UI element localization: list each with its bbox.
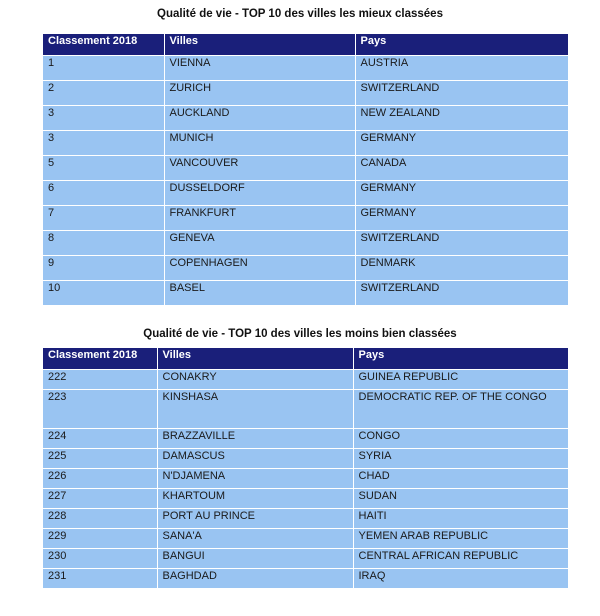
cell-country-text: AUSTRIA xyxy=(360,57,409,69)
table-row xyxy=(43,256,568,281)
cell-city xyxy=(164,156,355,181)
cell-rank-text: 231 xyxy=(48,570,67,582)
cell-country xyxy=(355,106,568,131)
header-rank: Classement 2018 xyxy=(43,34,164,56)
cell-city-text: KHARTOUM xyxy=(162,490,226,502)
cell-rank xyxy=(43,390,157,429)
cell-country xyxy=(353,549,568,569)
cell-city-text: AUCKLAND xyxy=(169,107,230,119)
cell-city-text: DUSSELDORF xyxy=(169,182,245,194)
header-rank: Classement 2018 xyxy=(43,348,157,370)
cell-rank-text: 222 xyxy=(48,371,67,383)
cell-city-text: ZURICH xyxy=(169,82,212,94)
cell-country-text: NEW ZEALAND xyxy=(360,107,440,119)
cell-country-text: CONGO xyxy=(358,430,401,442)
cell-rank-text: 230 xyxy=(48,550,67,562)
cell-country xyxy=(353,489,568,509)
cell-country xyxy=(355,206,568,231)
cell-rank xyxy=(43,449,157,469)
table-row xyxy=(43,509,568,529)
cell-country xyxy=(355,256,568,281)
cell-city xyxy=(164,81,355,106)
header-city: Villes xyxy=(157,348,353,370)
table-row xyxy=(43,370,568,390)
cell-country xyxy=(353,429,568,449)
cell-city xyxy=(157,469,353,489)
best-cities-table xyxy=(43,34,568,305)
table-header-row xyxy=(43,34,568,56)
cell-country-text: SWITZERLAND xyxy=(360,282,440,294)
cell-country xyxy=(353,529,568,549)
cell-rank-text: 10 xyxy=(48,282,61,294)
cell-rank xyxy=(43,370,157,390)
cell-city-text: FRANKFURT xyxy=(169,207,236,219)
cell-city xyxy=(157,489,353,509)
cell-rank-text: 223 xyxy=(48,391,67,403)
cell-rank xyxy=(43,206,164,231)
cell-country xyxy=(353,509,568,529)
cell-rank-text: 1 xyxy=(48,57,55,69)
cell-city-text: PORT AU PRINCE xyxy=(162,510,256,522)
table-header-row xyxy=(43,348,568,370)
cell-rank xyxy=(43,231,164,256)
cell-city xyxy=(157,429,353,449)
cell-country-text: GERMANY xyxy=(360,182,417,194)
cell-city xyxy=(164,56,355,81)
cell-country-text: SWITZERLAND xyxy=(360,232,440,244)
cell-rank xyxy=(43,469,157,489)
header-country: Pays xyxy=(353,348,568,370)
cell-rank-text: 227 xyxy=(48,490,67,502)
cell-rank xyxy=(43,549,157,569)
cell-country xyxy=(355,231,568,256)
cell-city xyxy=(164,181,355,206)
cell-city-text: KINSHASA xyxy=(162,391,219,403)
cell-rank xyxy=(43,509,157,529)
cell-rank-text: 6 xyxy=(48,182,55,194)
cell-rank-text: 5 xyxy=(48,157,55,169)
table-row xyxy=(43,569,568,589)
cell-city xyxy=(157,549,353,569)
cell-country-text: YEMEN ARAB REPUBLIC xyxy=(358,530,489,542)
cell-rank-text: 3 xyxy=(48,107,55,119)
cell-city-text: BRAZZAVILLE xyxy=(162,430,236,442)
cell-city xyxy=(164,256,355,281)
cell-rank xyxy=(43,56,164,81)
cell-country-text: GUINEA REPUBLIC xyxy=(358,371,459,383)
header-city: Villes xyxy=(164,34,355,56)
cell-city xyxy=(164,131,355,156)
cell-city-text: N'DJAMENA xyxy=(162,470,226,482)
cell-country-text: CENTRAL AFRICAN REPUBLIC xyxy=(358,550,519,562)
cell-rank-text: 2 xyxy=(48,82,55,94)
cell-city-text: BAGHDAD xyxy=(162,570,217,582)
cell-city xyxy=(157,449,353,469)
cell-country xyxy=(355,56,568,81)
cell-city-text: VIENNA xyxy=(169,57,211,69)
cell-city xyxy=(164,281,355,306)
cell-city-text: BANGUI xyxy=(162,550,205,562)
table-row xyxy=(43,449,568,469)
cell-country xyxy=(353,370,568,390)
cell-country-text: HAITI xyxy=(358,510,387,522)
worst-cities-table xyxy=(43,348,568,588)
cell-rank xyxy=(43,489,157,509)
cell-country xyxy=(353,449,568,469)
table-row xyxy=(43,529,568,549)
cell-rank xyxy=(43,156,164,181)
table-row xyxy=(43,56,568,81)
cell-country xyxy=(355,181,568,206)
table-row xyxy=(43,81,568,106)
cell-rank xyxy=(43,181,164,206)
table-row xyxy=(43,231,568,256)
cell-country xyxy=(353,469,568,489)
cell-country xyxy=(353,569,568,589)
cell-country xyxy=(355,156,568,181)
cell-rank-text: 229 xyxy=(48,530,67,542)
cell-country-text: SUDAN xyxy=(358,490,398,502)
cell-city xyxy=(157,569,353,589)
cell-rank xyxy=(43,281,164,306)
cell-city xyxy=(157,390,353,429)
table2-title: Qualité de vie - TOP 10 des villes les moins bien classées xyxy=(143,328,457,340)
cell-city xyxy=(164,106,355,131)
cell-rank-text: 8 xyxy=(48,232,55,244)
cell-rank xyxy=(43,256,164,281)
cell-city xyxy=(157,529,353,549)
cell-country-text: SWITZERLAND xyxy=(360,82,440,94)
cell-country-text: IRAQ xyxy=(358,570,386,582)
cell-city-text: SANA'A xyxy=(162,530,202,542)
cell-rank xyxy=(43,429,157,449)
cell-rank-text: 226 xyxy=(48,470,67,482)
cell-city-text: GENEVA xyxy=(169,232,215,244)
cell-country xyxy=(353,390,568,429)
cell-country-text: DENMARK xyxy=(360,257,416,269)
cell-rank-text: 9 xyxy=(48,257,55,269)
cell-rank-text: 7 xyxy=(48,207,55,219)
header-country: Pays xyxy=(355,34,568,56)
cell-city-text: DAMASCUS xyxy=(162,450,225,462)
cell-country-text: GERMANY xyxy=(360,207,417,219)
cell-city-text: COPENHAGEN xyxy=(169,257,248,269)
table-row xyxy=(43,429,568,449)
table-row xyxy=(43,469,568,489)
cell-rank xyxy=(43,106,164,131)
table-row xyxy=(43,131,568,156)
table-row xyxy=(43,549,568,569)
cell-city xyxy=(157,509,353,529)
cell-city xyxy=(164,206,355,231)
cell-rank xyxy=(43,569,157,589)
cell-rank xyxy=(43,81,164,106)
cell-rank-text: 228 xyxy=(48,510,67,522)
cell-country xyxy=(355,131,568,156)
table-row xyxy=(43,206,568,231)
cell-city-text: BASEL xyxy=(169,282,205,294)
cell-city xyxy=(157,370,353,390)
table-row xyxy=(43,181,568,206)
cell-rank xyxy=(43,131,164,156)
table-row xyxy=(43,390,568,429)
cell-city-text: CONAKRY xyxy=(162,371,217,383)
cell-city xyxy=(164,231,355,256)
table1-title: Qualité de vie - TOP 10 des villes les mieux classées xyxy=(157,8,443,20)
cell-country-text: CANADA xyxy=(360,157,407,169)
cell-country-text: DEMOCRATIC REP. OF THE CONGO xyxy=(358,391,547,403)
cell-rank-text: 224 xyxy=(48,430,67,442)
cell-city-text: MUNICH xyxy=(169,132,214,144)
cell-rank-text: 3 xyxy=(48,132,55,144)
table-row xyxy=(43,281,568,306)
cell-city-text: VANCOUVER xyxy=(169,157,239,169)
table-row xyxy=(43,106,568,131)
cell-country-text: GERMANY xyxy=(360,132,417,144)
cell-country xyxy=(355,281,568,306)
table-row xyxy=(43,156,568,181)
cell-rank-text: 225 xyxy=(48,450,67,462)
cell-country xyxy=(355,81,568,106)
table-row xyxy=(43,489,568,509)
cell-country-text: CHAD xyxy=(358,470,390,482)
cell-rank xyxy=(43,529,157,549)
cell-country-text: SYRIA xyxy=(358,450,392,462)
